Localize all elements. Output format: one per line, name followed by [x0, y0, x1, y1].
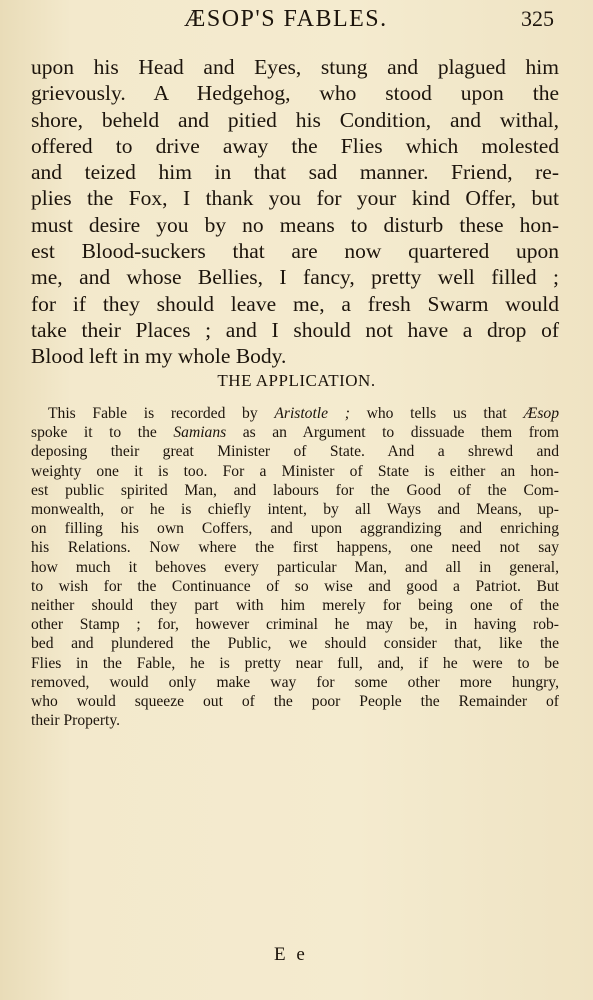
emphasis-name: Samians [173, 424, 227, 442]
application-line: bed and plundered the Public, we should consider that, like the [31, 635, 559, 653]
text-line: and teized him in that sad manner. Friend, re- [31, 160, 559, 185]
emphasis-name: Æsop [523, 405, 559, 422]
application-line: on filling his own Coffers, and upon aggrandizing and enriching [31, 520, 559, 538]
application-line: neither should they part with him merely for being one of the [31, 597, 559, 615]
application-line: how much it behoves every particular Man, and all in general, [31, 558, 559, 576]
application-line: to wish for the Continuance of so wise and good a Patriot. But [31, 577, 559, 595]
text-line: grievously. A Hedgehog, who stood upon the [31, 81, 559, 106]
application-line: Flies in the Fable, he is pretty near full, and, if he were to be [31, 654, 559, 672]
application-line: removed, would only make way for some other more hungry, [31, 673, 559, 691]
text-line: for if they should leave me, a fresh Swarm would [31, 291, 559, 316]
application-text [31, 404, 559, 730]
application-line: weighty one it is too. For a Minister of State is either an hon- [31, 462, 559, 480]
emphasis-name: Aristotle ; [274, 405, 350, 422]
application-line: deposing their great Minister of State. And a shrewd and [31, 443, 559, 461]
text-line: shore, beheld and pitied his Condition, and withal, [31, 107, 559, 132]
text-line: must desire you by no means to disturb these hon- [31, 212, 559, 237]
application-line: monwealth, or he is chiefly intent, by all Ways and Means, up- [31, 501, 559, 519]
text-line: plies the Fox, I thank you for your kind Offer, but [31, 186, 559, 211]
running-title: ÆSOP'S FABLES. [184, 6, 388, 32]
application-line: who would squeeze out of the poor People the Remainder of [31, 693, 559, 711]
text-line: me, and whose Bellies, I fancy, pretty well filled ; [31, 265, 559, 290]
page-header [0, 4, 593, 34]
application-line: est public spirited Man, and labours for the Good of the Com- [31, 481, 559, 499]
text-line: offered to drive away the Flies which molested [31, 133, 559, 158]
application-line: their Property. [31, 712, 121, 730]
text-line: Blood left in my whole Body. [31, 344, 287, 369]
section-heading: THE APPLICATION. [217, 371, 376, 390]
signature-mark: E e [274, 944, 308, 965]
application-line: his Relations. Now where the first happens, one need not say [31, 539, 559, 557]
text-line: est Blood-suckers that are now quartered upon [31, 239, 559, 264]
application-line: other Stamp ; for, however criminal he may be, in having rob- [31, 616, 559, 634]
application-line: spoke it to the Samians as an Argument to dissuade them from [31, 424, 560, 442]
fable-text [31, 54, 559, 370]
text-line: upon his Head and Eyes, stung and plagued him [31, 55, 559, 79]
application-line: This Fable is recorded by Aristotle ; who tells us that Æsop [48, 405, 559, 422]
page-number: 325 [521, 6, 554, 31]
text-line: take their Places ; and I should not have a drop of [31, 317, 559, 342]
